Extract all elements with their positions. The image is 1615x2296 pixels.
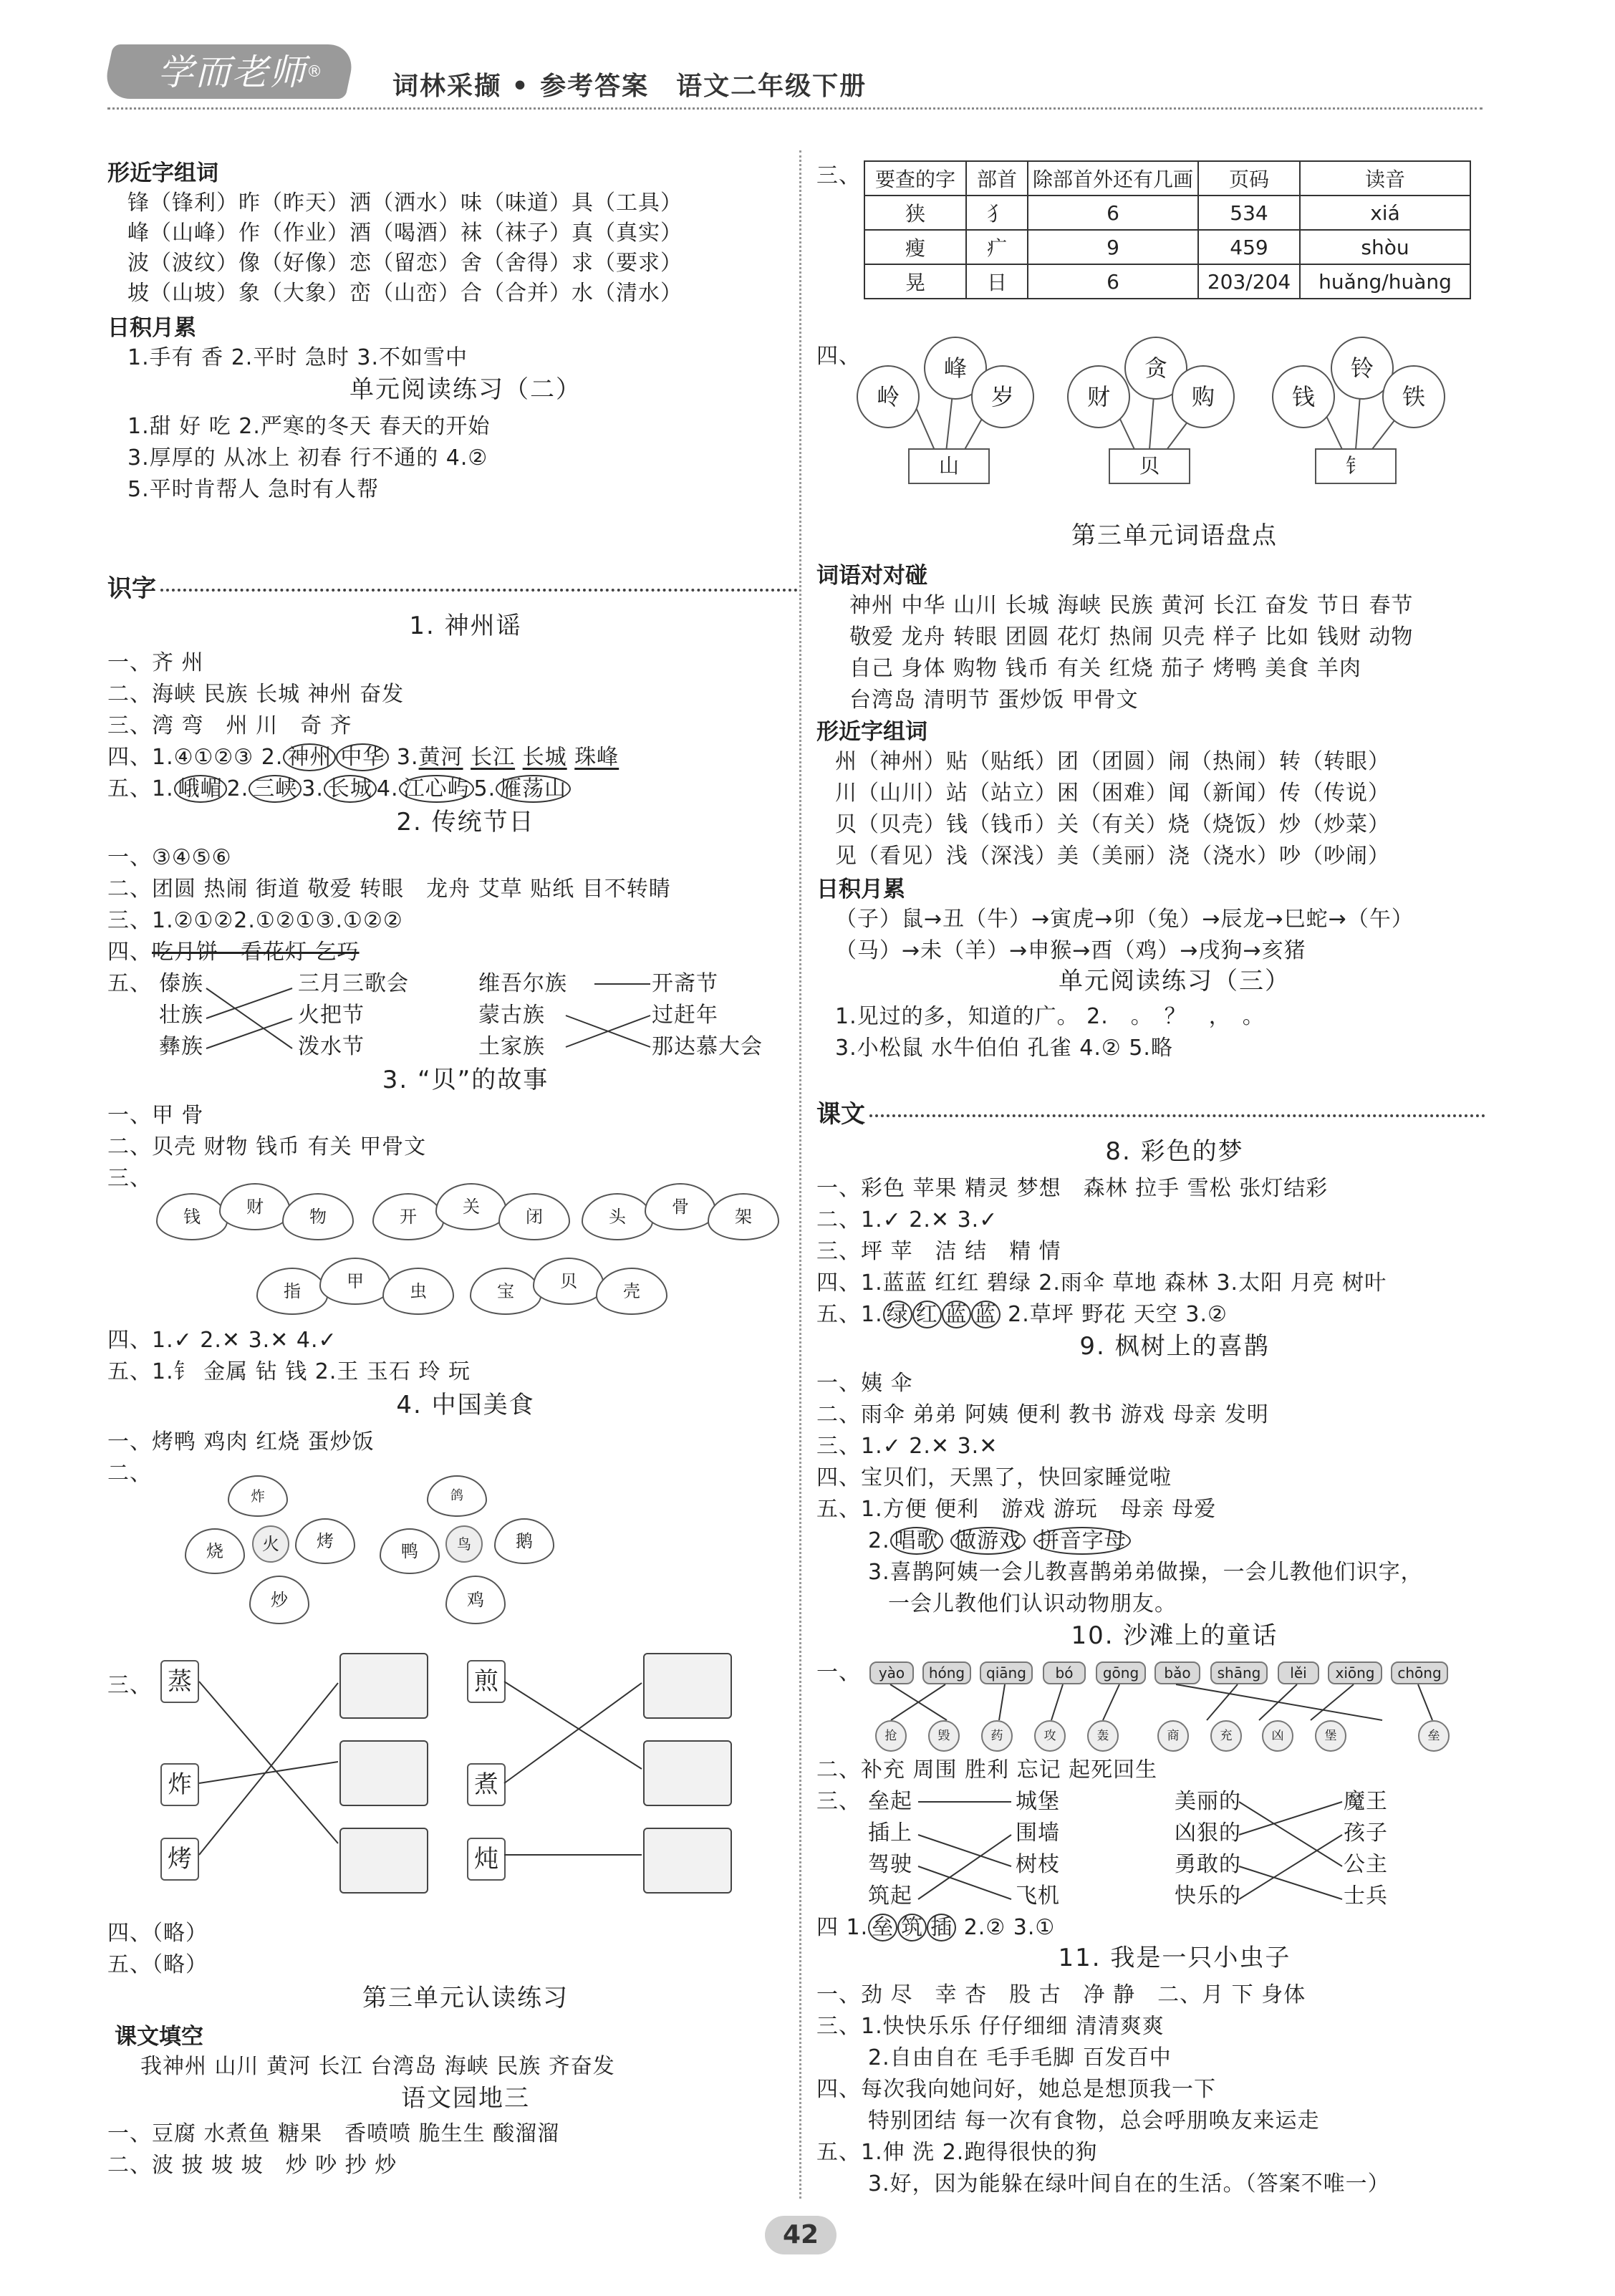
- m10-right1-1: 城堡: [1016, 1789, 1060, 1814]
- flower-right: 购: [1172, 365, 1235, 428]
- table-cell: xiá: [1300, 196, 1470, 230]
- match-rl-3: 土家族: [478, 1034, 545, 1059]
- flower-top: 峰: [924, 337, 987, 400]
- lesson4-line-5: 五、（略）: [107, 1952, 208, 1977]
- lesson4-title: 4. 中国美食: [396, 1391, 535, 1419]
- lesson9-line-5: 五、1.方便 便利 游戏 游玩 母亲 母爱: [816, 1497, 1217, 1522]
- cook-right-2: 煮: [467, 1763, 506, 1806]
- lesson3-line-5: 五、1.钅 金属 钻 钱 2.王 玉石 玲 玩: [107, 1359, 471, 1384]
- table-cell: 534: [1198, 196, 1300, 230]
- ywyd3-line-1: 一、豆腐 水煮鱼 糖果 香喷喷 脆生生 酸溜溜: [107, 2121, 560, 2146]
- lesson2-line-1: 一、③④⑤⑥: [107, 845, 232, 870]
- wheel2-center: 鸟: [445, 1525, 483, 1563]
- m10-left2-3: 勇敢的: [1175, 1852, 1241, 1877]
- leaf: 财: [219, 1183, 291, 1230]
- match-rr-1: 开斋节: [652, 971, 718, 996]
- wheel2-petal: 鸭: [380, 1528, 440, 1574]
- lesson10-line-1: 一、: [816, 1660, 861, 1685]
- m10-right2-2: 孩子: [1344, 1820, 1388, 1846]
- dictionary-table: [864, 160, 1471, 299]
- pinyin-char: 轰: [1087, 1720, 1119, 1752]
- pinyin-pill: xiōng: [1328, 1661, 1382, 1684]
- m10-left1-3: 驾驶: [868, 1852, 912, 1877]
- leaf: 关: [435, 1183, 507, 1230]
- cooking-match-lines: [196, 1676, 784, 1862]
- lesson2-line-2: 二、团圆 热闹 街道 敬爱 转眼 龙舟 艾草 贴纸 目不转睛: [107, 877, 671, 902]
- ydlx2-line-2: 3.厚厚的 从冰上 初春 行不通的 4.②: [127, 445, 488, 471]
- kewen-section-heading: 课文: [816, 1099, 1485, 1130]
- lesson4-line-1: 一、烤鸭 鸡肉 红烧 蛋炒饭: [107, 1429, 375, 1455]
- leaf: 虫: [382, 1268, 454, 1315]
- table-header: 读音: [1300, 161, 1470, 196]
- wheel1-petal: 炸: [228, 1475, 288, 1517]
- xjzz-right-line-2: 川（山川）站（站立）困（困难）闻（新闻）传（传说）: [835, 781, 1390, 806]
- lesson1-title: 1. 神州谣: [409, 612, 522, 640]
- wheel2-petal: 鹅: [494, 1518, 554, 1564]
- leaf: 骨: [645, 1183, 716, 1230]
- flower-left: 岭: [857, 365, 920, 428]
- ywyd3-title: 语文园地三: [401, 2084, 530, 2113]
- leaf: 开: [372, 1193, 444, 1240]
- match-mid-2: 火把节: [298, 1003, 365, 1028]
- m10-left2-4: 快乐的: [1175, 1883, 1241, 1909]
- leaf: 宝: [470, 1268, 541, 1315]
- rjyl-right-line-1: （子）鼠→丑（牛）→寅虎→卯（兔）→辰龙→巳蛇→（午）: [835, 907, 1414, 932]
- xjzz-heading: 形近字组词: [107, 160, 218, 186]
- m10-right2-1: 魔王: [1344, 1789, 1388, 1814]
- cydd-line-4: 台湾岛 清明节 蛋炒饭 甲骨文: [849, 688, 1139, 713]
- m10-right2-4: 士兵: [1344, 1883, 1388, 1909]
- lesson10-line-4: 四 1. 垒 筑 插 2.② 3.①: [816, 1915, 1056, 1940]
- table-cell: 459: [1198, 230, 1300, 264]
- kwtk-heading: 课文填空: [115, 2024, 203, 2050]
- rjyl-heading-right: 日积月累: [816, 877, 905, 902]
- table-cell: 6: [1028, 196, 1198, 230]
- pinyin-match-lines: [867, 1683, 1454, 1726]
- lesson3-line-4: 四、1.✓ 2.✕ 3.✕ 4.✓: [107, 1328, 337, 1353]
- rdlx3-title: 第三单元认读练习: [362, 1984, 569, 2012]
- lesson3-line-1: 一、甲 骨: [107, 1103, 204, 1128]
- lesson1-line-1: 一、齐 州: [107, 650, 204, 675]
- lesson11-line-4: 四、每次我向她问好，她总是想顶我一下: [816, 2077, 1216, 2102]
- cook-left-1: 蒸: [160, 1660, 199, 1703]
- lesson2-line-4: 四、吃月饼 看花灯 乞巧: [107, 940, 360, 965]
- lesson8-line-5: 五、1. 绿 红 蓝 蓝 2.草坪 野花 天空 3.②: [816, 1302, 1228, 1327]
- rjyl-right-line-2: （马）→未（羊）→申猴→酉（鸡）→戌狗→亥猪: [835, 938, 1306, 963]
- lesson4-line-3: 三、: [107, 1673, 152, 1698]
- table-cell: 9: [1028, 230, 1198, 264]
- rjyl-heading: 日积月累: [107, 315, 196, 341]
- m10-right1-3: 树枝: [1016, 1852, 1060, 1877]
- header-logo-text: 学而老师®: [158, 52, 324, 93]
- pinyin-pill: bǎo: [1154, 1661, 1200, 1684]
- lesson11-line-5: 特别团结 每一次有食物，总会呼朋唤友来运走: [868, 2108, 1320, 2133]
- xjzz-right-line-4: 见（看见）浅（深浅）美（美丽）浇（浇水）吵（吵闹）: [835, 844, 1390, 869]
- leaf: 贝: [533, 1258, 604, 1305]
- pinyin-pill: qiāng: [980, 1661, 1033, 1684]
- cydd-line-3: 自己 身体 购物 钱币 有关 红烧 茄子 烤鸭 美食 羊肉: [849, 656, 1361, 681]
- wheel1-petal: 烧: [185, 1528, 245, 1574]
- lesson3-line-3: 三、: [107, 1166, 152, 1191]
- match-rl-1: 维吾尔族: [478, 971, 567, 996]
- dict-table-label: 三、: [816, 163, 861, 188]
- leaf: 闭: [498, 1193, 570, 1240]
- lesson11-title: 11. 我是一只小虫子: [1058, 1944, 1291, 1972]
- leaf: 架: [708, 1193, 779, 1240]
- lesson8-line-2: 二、1.✓ 2.✕ 3.✓: [816, 1207, 998, 1233]
- flower-top: 铃: [1331, 337, 1394, 400]
- pinyin-char: 垒: [1418, 1720, 1450, 1752]
- wheel1-petal: 烤: [295, 1518, 355, 1564]
- header-title: 词林采撷 • 参考答案 语文二年级下册: [392, 72, 867, 101]
- lesson9-line-6: 2. 唱歌 做游戏 拼音字母: [868, 1527, 1131, 1555]
- xjzz-line-1: 锋（锋利）昨（昨天）洒（洒水）味（味道）具（工具）: [127, 190, 683, 216]
- lesson1-line-4: 四、1.④①②③ 2. 神州 中华 3.黄河 长江 长城 珠峰: [107, 745, 620, 770]
- xjzz-right-line-3: 贝（贝壳）钱（钱币）关（有关）烧（烧饭）炒（炒菜）: [835, 812, 1390, 837]
- lesson10-title: 10. 沙滩上的童话: [1071, 1621, 1278, 1650]
- leaf: 甲: [319, 1258, 391, 1305]
- pinyin-char: 攻: [1034, 1720, 1066, 1752]
- cydd-line-2: 敬爱 龙舟 转眼 团圆 花灯 热闹 贝壳 样子 比如 钱财 动物: [849, 624, 1414, 650]
- match-left-1: 傣族: [159, 971, 203, 996]
- festival-match-lines: [201, 974, 831, 1067]
- cook-left-3: 烤: [160, 1838, 199, 1881]
- lesson11-line-1: 一、劲 尽 幸 杏 股 古 净 静 二、月 下 身体: [816, 1982, 1306, 2007]
- xjzz-right-line-1: 州（神州）贴（贴纸）团（团圆）闹（热闹）转（转眼）: [835, 749, 1390, 774]
- table-cell: huǎng/huàng: [1300, 264, 1470, 299]
- match-rr-3: 那达慕大会: [652, 1034, 763, 1059]
- pot-base: 山: [908, 448, 990, 484]
- pinyin-pill: yào: [869, 1661, 914, 1684]
- page-number: 42: [765, 2216, 837, 2254]
- lesson9-line-3: 三、1.✓ 2.✕ 3.✕: [816, 1434, 998, 1459]
- lesson2-title: 2. 传统节日: [396, 808, 535, 836]
- pinyin-pill: bó: [1043, 1661, 1086, 1684]
- m10-right1-4: 飞机: [1016, 1883, 1060, 1909]
- cydd-heading: 词语对对碰: [816, 563, 927, 589]
- table-cell: 疒: [966, 230, 1028, 264]
- lesson9-title: 9. 枫树上的喜鹊: [1079, 1332, 1270, 1361]
- match-rl-2: 蒙古族: [478, 1003, 545, 1028]
- rjyl-line: 1.手有 香 2.平时 急时 3.不如雪中: [127, 345, 468, 370]
- ydlx2-line-3: 5.平时肯帮人 急时有人帮: [127, 477, 380, 502]
- lesson3-title: 3. “贝”的故事: [382, 1066, 549, 1094]
- m10-left2-2: 凶狠的: [1175, 1820, 1241, 1846]
- pots-label: 四、: [816, 344, 861, 369]
- match-mid-1: 三月三歌会: [298, 971, 409, 996]
- match-mid-3: 泼水节: [298, 1034, 365, 1059]
- table-row: [864, 230, 1470, 264]
- pinyin-char: 充: [1210, 1720, 1242, 1752]
- flower-left: 钱: [1272, 365, 1335, 428]
- pinyin-char: 堡: [1315, 1720, 1346, 1752]
- wheel1-center: 火: [252, 1525, 289, 1563]
- flower-left: 财: [1067, 365, 1130, 428]
- lesson8-line-4: 四、1.蓝蓝 红红 碧绿 2.雨伞 草地 森林 3.太阳 月亮 树叶: [816, 1270, 1387, 1296]
- leaf: 头: [582, 1193, 653, 1240]
- lesson8-line-1: 一、彩色 苹果 精灵 梦想 森林 拉手 雪松 张灯结彩: [816, 1176, 1329, 1201]
- lesson3-line-2: 二、贝壳 财物 钱币 有关 甲骨文: [107, 1134, 427, 1159]
- table-header: 页码: [1198, 161, 1300, 196]
- lesson8-line-3: 三、坪 苹 洁 结 精 情: [816, 1239, 1061, 1264]
- ywyd3-line-2: 二、波 披 坡 坡 炒 吵 抄 炒: [107, 2153, 397, 2178]
- table-cell: 瘦: [864, 230, 966, 264]
- cypd-title: 第三单元词语盘点: [1071, 521, 1278, 550]
- pinyin-char: 毁: [928, 1720, 960, 1752]
- wheel2-petal: 鸡: [445, 1576, 506, 1624]
- table-header: 要查的字: [864, 161, 966, 196]
- pinyin-pill: hóng: [922, 1661, 971, 1684]
- pinyin-char: 商: [1157, 1720, 1189, 1752]
- match-left-2: 壮族: [159, 1003, 203, 1028]
- lesson10-line-2: 二、补充 周围 胜利 忘记 起死回生: [816, 1757, 1158, 1783]
- lesson8-title: 8. 彩色的梦: [1105, 1137, 1244, 1166]
- match-left-3: 彝族: [159, 1034, 203, 1059]
- leaf: 钱: [156, 1193, 228, 1240]
- lesson2-line-3: 三、1.②①②2.①②①③.①②②: [107, 908, 403, 933]
- leaf: 壳: [596, 1268, 667, 1315]
- table-row: [864, 196, 1470, 230]
- m10-right1-2: 围墙: [1016, 1820, 1060, 1846]
- pinyin-pill: chōng: [1391, 1661, 1448, 1684]
- xjzz-line-3: 波（波纹）像（好像）恋（留恋）舍（舍得）求（要求）: [127, 251, 683, 276]
- lesson10-line-3-label: 三、: [816, 1789, 861, 1814]
- lesson11-line-6: 五、1.伸 洗 2.跑得很快的狗: [816, 2140, 1098, 2165]
- lesson11-line-7: 3.好，因为能躲在绿叶间自在的生活。（答案不唯一）: [868, 2171, 1390, 2196]
- pinyin-pill: gōng: [1096, 1661, 1146, 1684]
- cook-right-3: 炖: [467, 1838, 506, 1881]
- table-row: [864, 264, 1470, 299]
- table-cell: shòu: [1300, 230, 1470, 264]
- pot-base: 钅: [1315, 448, 1397, 484]
- cook-left-2: 炸: [160, 1763, 199, 1806]
- lesson1-line-5: 五、1. 峨嵋 2. 三峡 3. 长城 4. 江心屿 5. 雁荡山: [107, 775, 571, 804]
- pinyin-char: 凶: [1262, 1720, 1293, 1752]
- table-cell: 狭: [864, 196, 966, 230]
- lesson9-line-8: 一会儿教他们认识动物朋友。: [888, 1591, 1177, 1616]
- lesson1-line-2: 二、海峡 民族 长城 神州 奋发: [107, 682, 405, 707]
- pinyin-pill: lěi: [1278, 1661, 1319, 1684]
- wheel2-petal: 鸽: [427, 1475, 487, 1517]
- lesson9-line-1: 一、姨 伞: [816, 1371, 913, 1396]
- cook-right-1: 煎: [467, 1660, 506, 1703]
- table-header-row: [864, 161, 1470, 196]
- m10-left2-1: 美丽的: [1175, 1789, 1241, 1814]
- shizi-section-heading: 识字: [107, 573, 798, 604]
- pinyin-pill: shāng: [1210, 1661, 1268, 1684]
- table-cell: 日: [966, 264, 1028, 299]
- flower-top: 贪: [1124, 337, 1187, 400]
- table-header: 部首: [966, 161, 1028, 196]
- lesson9-line-4: 四、宝贝们，天黑了，快回家睡觉啦: [816, 1465, 1172, 1490]
- lesson4-line-4: 四、（略）: [107, 1921, 208, 1946]
- table-cell: 犭: [966, 196, 1028, 230]
- xjzz-line-4: 坡（山坡）象（大象）峦（山峦）合（合并）水（清水）: [127, 281, 683, 306]
- lesson9-line-7: 3.喜鹊阿姨一会儿教喜鹊弟弟做操，一会儿教他们识字，: [868, 1560, 1423, 1585]
- m10-left1-2: 插上: [868, 1820, 912, 1846]
- ydlx3-line-1: 1.见过的多，知道的广。 2. 。 ？ ， 。: [835, 1004, 1265, 1029]
- table-header: 除部首外还有几画: [1028, 161, 1198, 196]
- pot-base: 贝: [1109, 448, 1190, 484]
- pinyin-char: 抢: [875, 1720, 907, 1752]
- ydlx3-title: 单元阅读练习（三）: [1059, 967, 1291, 995]
- m10-left1-4: 筑起: [868, 1883, 912, 1909]
- leaf: 指: [256, 1268, 328, 1315]
- table-cell: 晃: [864, 264, 966, 299]
- lesson9-line-2: 二、雨伞 弟弟 阿姨 便利 教书 游戏 母亲 发明: [816, 1402, 1269, 1427]
- ydlx2-title: 单元阅读练习（二）: [349, 375, 582, 404]
- flower-right: 铁: [1382, 365, 1445, 428]
- lesson10-match-lines: [917, 1790, 1361, 1919]
- ydlx3-line-2: 3.小松鼠 水牛伯伯 孔雀 4.② 5.略: [835, 1036, 1173, 1061]
- table-cell: 6: [1028, 264, 1198, 299]
- match-rr-2: 过赶年: [652, 1003, 718, 1028]
- m10-right2-3: 公主: [1344, 1852, 1388, 1877]
- lesson4-line-2: 二、: [107, 1461, 152, 1486]
- lesson1-line-3: 三、湾 弯 州 川 奇 齐: [107, 713, 352, 738]
- header-rule: [107, 107, 1483, 110]
- ydlx2-line-1: 1.甜 好 吃 2.严寒的冬天 春天的开始: [127, 414, 491, 439]
- pinyin-char: 药: [981, 1720, 1013, 1752]
- lesson11-line-2: 三、1.快快乐乐 仔仔细细 清清爽爽: [816, 2014, 1165, 2039]
- xjzz-heading-right: 形近字组词: [816, 719, 927, 745]
- leaf: 物: [282, 1193, 354, 1240]
- cydd-line-1: 神州 中华 山川 长城 海峡 民族 黄河 长江 奋发 节日 春节: [849, 593, 1414, 618]
- table-cell: 203/204: [1198, 264, 1300, 299]
- lesson11-line-3: 2.自由自在 毛手毛脚 百发百中: [868, 2045, 1172, 2070]
- column-divider: [799, 150, 801, 2199]
- m10-left1-1: 垒起: [868, 1789, 912, 1814]
- lesson2-line-5-label: 五、: [107, 971, 152, 996]
- wheel1-petal: 炒: [249, 1576, 309, 1624]
- xjzz-line-2: 峰（山峰）作（作业）酒（喝酒）袜（袜子）真（真实）: [127, 221, 683, 246]
- flower-right: 岁: [971, 365, 1034, 428]
- kwtk-line: 我神州 山川 黄河 长江 台湾岛 海峡 民族 齐奋发: [140, 2054, 615, 2079]
